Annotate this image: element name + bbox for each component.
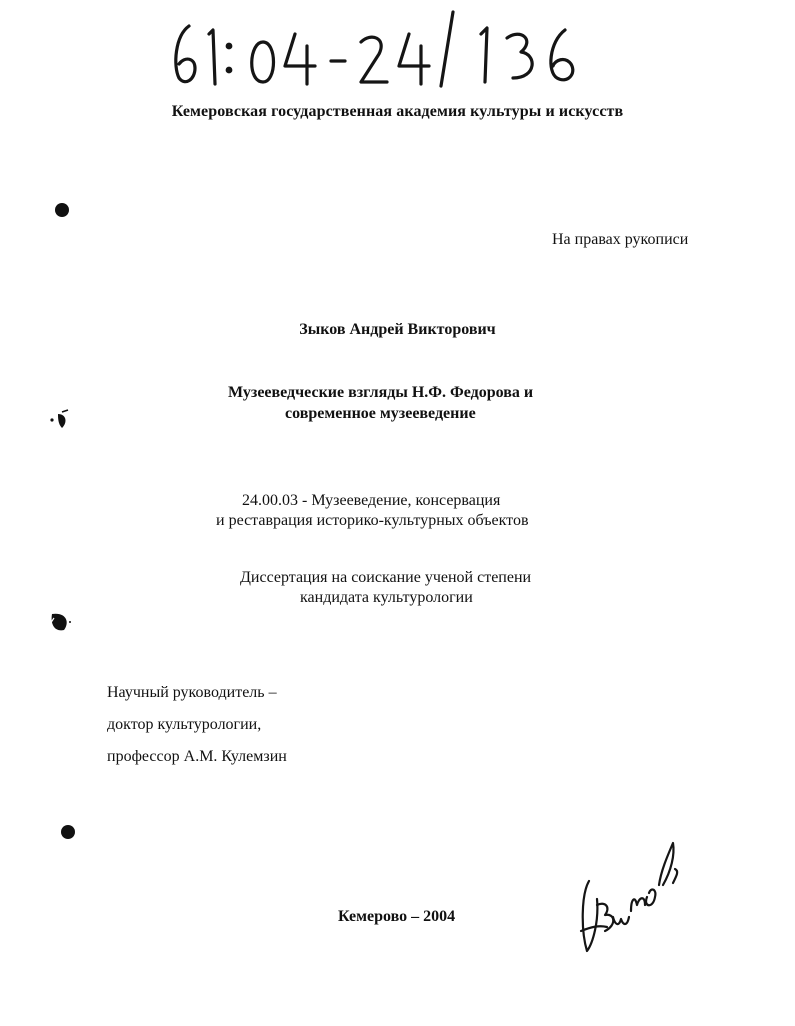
signature-text <box>575 835 578 836</box>
binder-hole-mark <box>52 200 72 220</box>
author-name: Зыков Андрей Викторович <box>299 321 496 338</box>
rights-note: На правах рукописи <box>552 231 689 248</box>
supervisor-line-1: Научный руководитель – <box>107 684 277 701</box>
author-signature <box>575 835 685 960</box>
dissertation-line-2: кандидата культурологии <box>300 589 473 606</box>
archive-code-text <box>330 26 335 27</box>
title-line-2: современное музееведение <box>285 405 476 422</box>
institution-name: Кемеровская государственная академия культуры и искусств <box>171 103 624 120</box>
binder-hole-mark <box>58 822 78 842</box>
dissertation-line-1: Диссертация на соискание ученой степени <box>240 569 532 586</box>
binder-hole-mark <box>46 610 74 634</box>
handwritten-archive-code <box>165 6 595 88</box>
specialty-line-2: и реставрация историко-культурных объектов <box>216 512 529 529</box>
supervisor-line-3: профессор А.М. Кулемзин <box>107 748 287 765</box>
supervisor-line-2: доктор культурологии, <box>107 716 262 733</box>
binder-hole-mark <box>48 408 74 432</box>
city-year: Кемерово – 2004 <box>338 908 456 925</box>
title-line-1: Музееведческие взгляды Н.Ф. Федорова и <box>228 384 534 401</box>
specialty-line-1: 24.00.03 - Музееведение, консервация <box>242 492 501 509</box>
